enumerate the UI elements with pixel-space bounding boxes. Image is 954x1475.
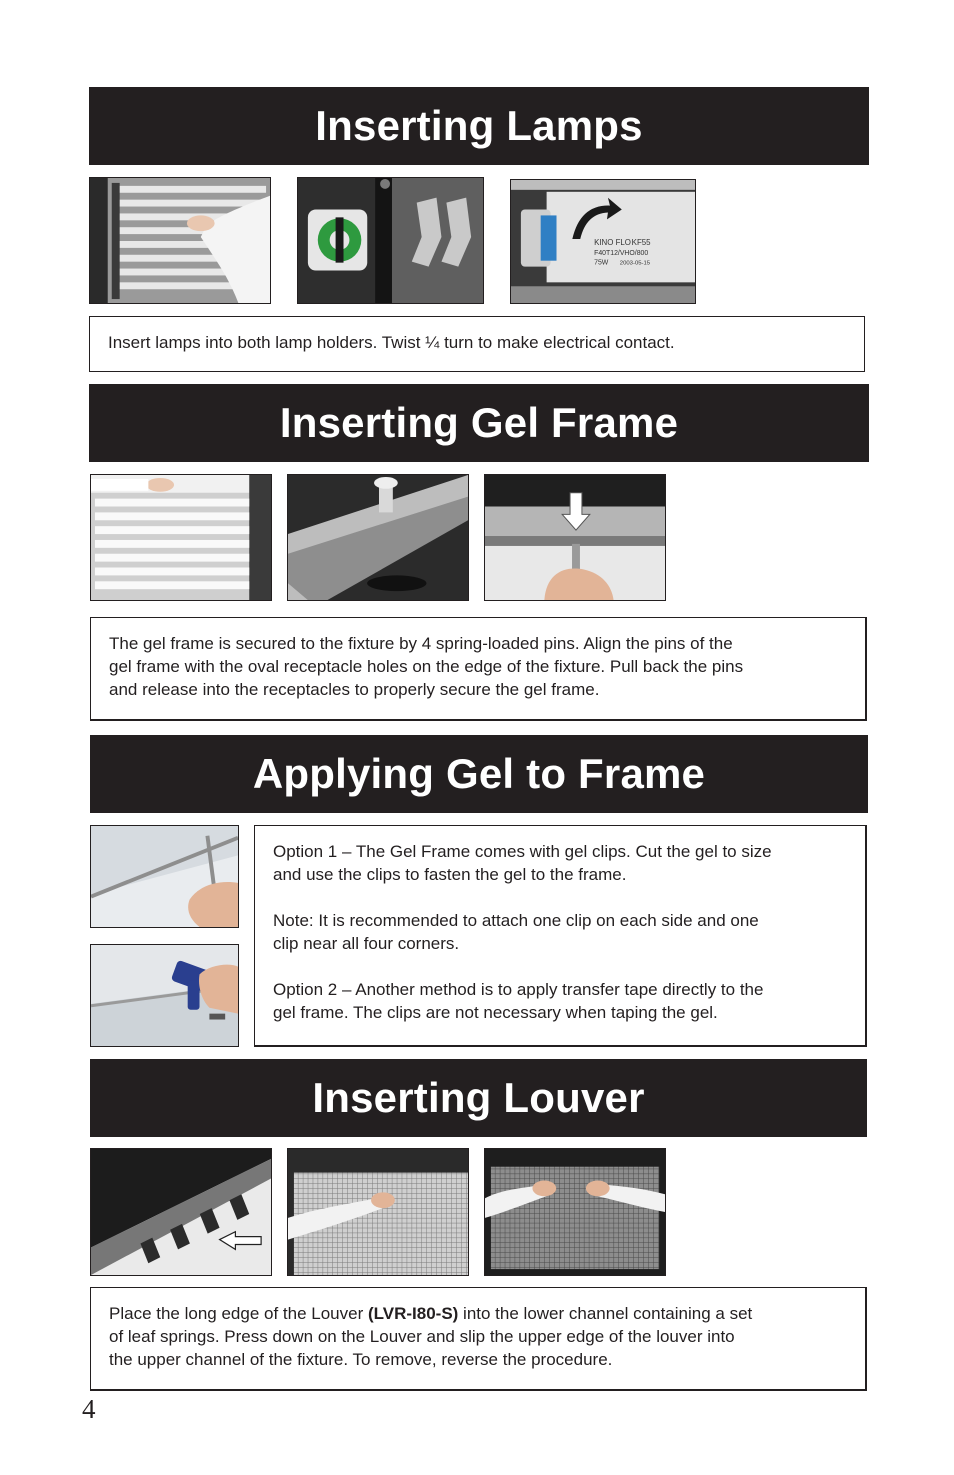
caption-inserting-lamps xyxy=(89,316,865,372)
section-title-applying-gel xyxy=(90,735,868,813)
section-title-inserting-gel-frame xyxy=(89,384,869,462)
photo-tape-gun xyxy=(90,944,239,1047)
caption-pre: Place the long edge of the Louver xyxy=(109,1304,368,1323)
photo-lamp-insertion-hand xyxy=(89,177,271,304)
caption-inserting-louver xyxy=(90,1287,867,1391)
lamp-label-part: F40T12/VHO/800 xyxy=(594,249,649,257)
caption-text: Insert lamps into both lamp holders. Twist ¼ turn to make electrical contact. xyxy=(108,333,675,352)
section-title-text: Applying Gel to Frame xyxy=(252,750,706,797)
photo-gel-frame-pull-pin xyxy=(484,474,666,601)
lamp-label-model: KF55 xyxy=(631,237,651,247)
lamp-label-brand: KINO FLO xyxy=(594,237,631,247)
paragraph-spacer xyxy=(273,955,865,978)
photo-gel-frame-pin xyxy=(287,474,469,601)
louver-part-number: (LVR-I80-S) xyxy=(367,1304,459,1323)
paragraph-spacer xyxy=(273,886,865,909)
section-title-inserting-louver xyxy=(90,1059,867,1137)
caption-line-3: and release into the receptacles to properly secure the gel frame. xyxy=(109,680,600,699)
caption-line-3: the upper channel of the fixture. To remove, reverse the procedure. xyxy=(109,1350,613,1369)
option-2-line-1: Option 2 – Another method is to apply transfer tape directly to the xyxy=(273,980,764,999)
section-title-text: Inserting Gel Frame xyxy=(279,399,679,446)
photo-louver-channel xyxy=(90,1148,272,1276)
lamp-label-date: 2003-05-15 xyxy=(619,260,651,267)
caption-line-2: of leaf springs. Press down on the Louver and slip the upper edge of the louver into xyxy=(109,1327,735,1346)
caption-applying-gel xyxy=(254,825,867,1047)
option-1-line-1: Option 1 – The Gel Frame comes with gel clips. Cut the gel to size xyxy=(273,842,772,861)
caption-line-2: gel frame with the oval receptacle holes on the edge of the fixture. Pull back the pins xyxy=(109,657,744,676)
option-2-line-2: gel frame. The clips are not necessary when taping the gel. xyxy=(273,1003,718,1022)
caption-line-1 xyxy=(109,1302,865,1325)
caption-post: into the lower channel containing a set xyxy=(458,1304,753,1323)
caption-line-1: The gel frame is secured to the fixture by 4 spring-loaded pins. Align the pins of the xyxy=(109,634,733,653)
option-1-line-2: and use the clips to fasten the gel to the frame. xyxy=(273,865,627,884)
section-title-inserting-lamps xyxy=(89,87,869,165)
photo-louver-press xyxy=(287,1148,469,1276)
photo-gel-frame-lamps xyxy=(90,474,272,601)
lamp-label-watts: 75W xyxy=(594,259,609,267)
photo-lamp-twist-arrow xyxy=(510,179,696,304)
page-number: 4 xyxy=(82,1394,96,1424)
photo-louver-seated xyxy=(484,1148,666,1276)
photo-gel-clip xyxy=(90,825,239,928)
note-line-2: clip near all four corners. xyxy=(273,934,460,953)
section-title-text: Inserting Lamps xyxy=(315,102,643,149)
note-line-1: Note: It is recommended to attach one clip on each side and one xyxy=(273,911,759,930)
caption-inserting-gel-frame xyxy=(90,617,867,721)
section-title-text: Inserting Louver xyxy=(312,1074,645,1121)
photo-lamp-holder-green xyxy=(297,177,484,304)
